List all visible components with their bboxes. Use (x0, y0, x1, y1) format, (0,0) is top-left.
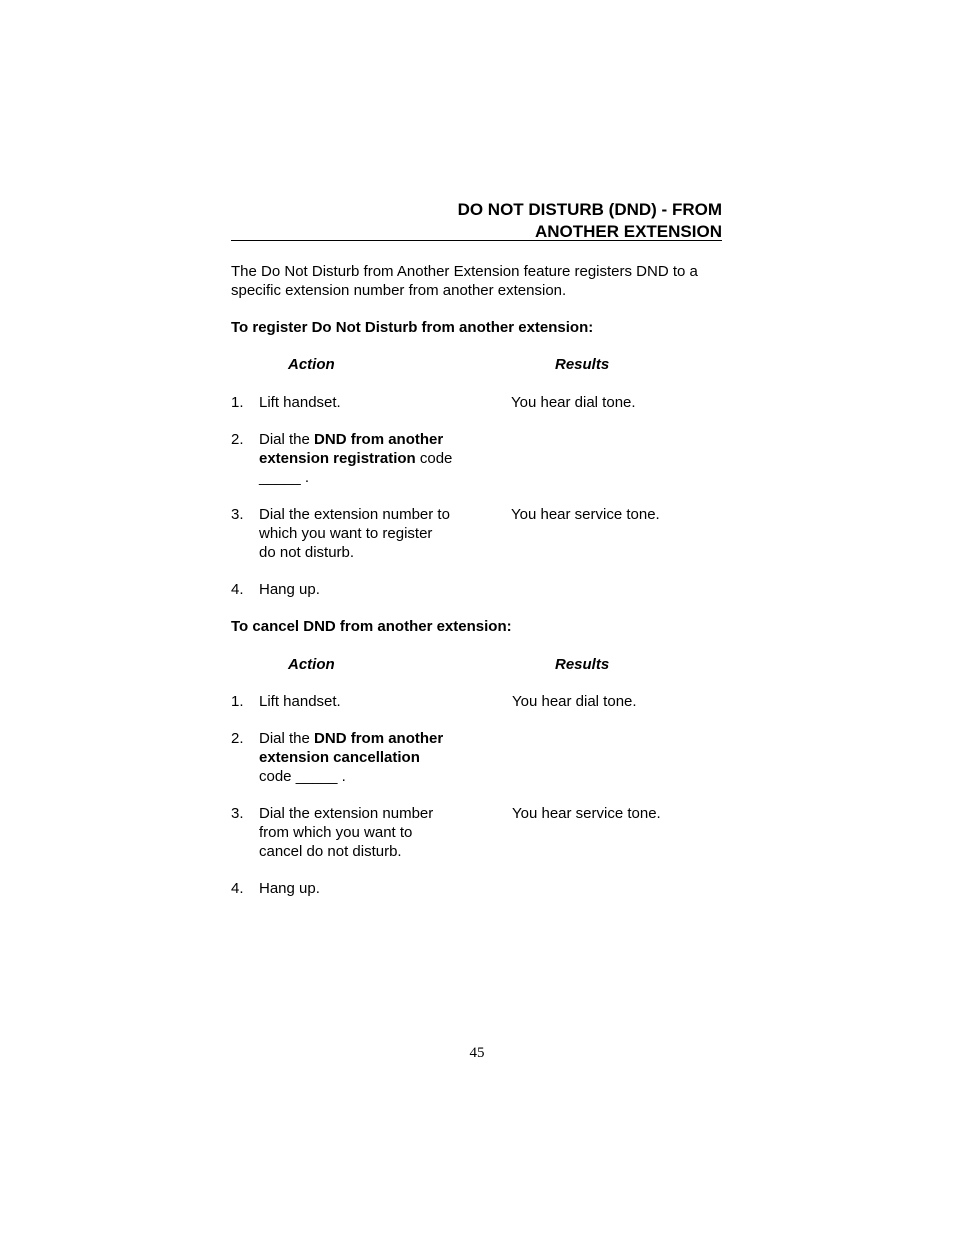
cancel-step-2-action (259, 729, 474, 786)
register-step-2-text: Dial the (259, 431, 315, 448)
cancel-step-2-line-1 (259, 729, 474, 748)
cancel-step-3-number: 3. (231, 805, 244, 822)
cancel-action-header: Action (288, 656, 335, 673)
cancel-step-1-result: You hear dial tone. (512, 693, 637, 710)
register-step-2-line-1 (259, 430, 474, 449)
cancel-step-3-action (259, 804, 474, 861)
register-step-4-number: 4. (231, 581, 244, 598)
register-step-2-line-2 (259, 449, 474, 468)
cancel-results-header: Results (555, 656, 610, 673)
page-title-line-1: DO NOT DISTURB (DND) - FROM (457, 200, 722, 219)
cancel-step-3-line-2: from which you want to (259, 824, 413, 841)
register-step-2-line-3: _____ . (259, 469, 310, 486)
register-step-1-number: 1. (231, 394, 244, 411)
cancel-step-2-text: Dial the (259, 730, 315, 747)
register-step-3-result: You hear service tone. (511, 506, 660, 523)
cancel-step-2-line-2: extension cancellation (259, 749, 420, 766)
register-step-3-line-3: do not disturb. (259, 544, 355, 561)
register-action-header: Action (288, 356, 335, 373)
register-step-3-line-2: which you want to register (259, 525, 433, 542)
cancel-step-3-result: You hear service tone. (512, 805, 661, 822)
cancel-step-3-line-1: Dial the extension number (259, 805, 434, 822)
page-number: 45 (469, 1045, 485, 1061)
intro-line-2: specific extension number from another extension. (231, 282, 567, 299)
register-step-2-bold: DND from another (314, 431, 444, 448)
register-step-2-bold-2: extension registration (259, 450, 416, 467)
cancel-step-2-number: 2. (231, 730, 244, 747)
register-step-1-action: Lift handset. (259, 394, 341, 411)
intro-line-1: The Do Not Disturb from Another Extension feature registers DND to a (231, 263, 698, 280)
register-step-2-text-2: code (415, 450, 453, 467)
cancel-step-4-action: Hang up. (259, 880, 320, 897)
register-step-3-number: 3. (231, 506, 244, 523)
register-step-3-line-1: Dial the extension number to (259, 506, 450, 523)
register-step-3-action (259, 505, 474, 562)
cancel-step-3-line-3: cancel do not disturb. (259, 843, 402, 860)
page-title-line-2: ANOTHER EXTENSION (534, 222, 722, 241)
register-results-header: Results (555, 356, 610, 373)
cancel-step-1-number: 1. (231, 693, 244, 710)
title-divider (231, 240, 722, 241)
register-step-4-action: Hang up. (259, 581, 320, 598)
register-step-1-result: You hear dial tone. (511, 394, 636, 411)
cancel-step-4-number: 4. (231, 880, 244, 897)
register-step-2-action (259, 430, 474, 487)
cancel-step-1-action: Lift handset. (259, 693, 341, 710)
cancel-heading: To cancel DND from another extension: (231, 618, 512, 635)
register-step-2-number: 2. (231, 431, 244, 448)
register-heading: To register Do Not Disturb from another extension: (231, 319, 594, 336)
cancel-step-2-line-3: code _____ . (259, 768, 346, 785)
intro-paragraph (231, 262, 731, 300)
cancel-step-2-bold: DND from another (314, 730, 444, 747)
page-title (231, 199, 722, 243)
